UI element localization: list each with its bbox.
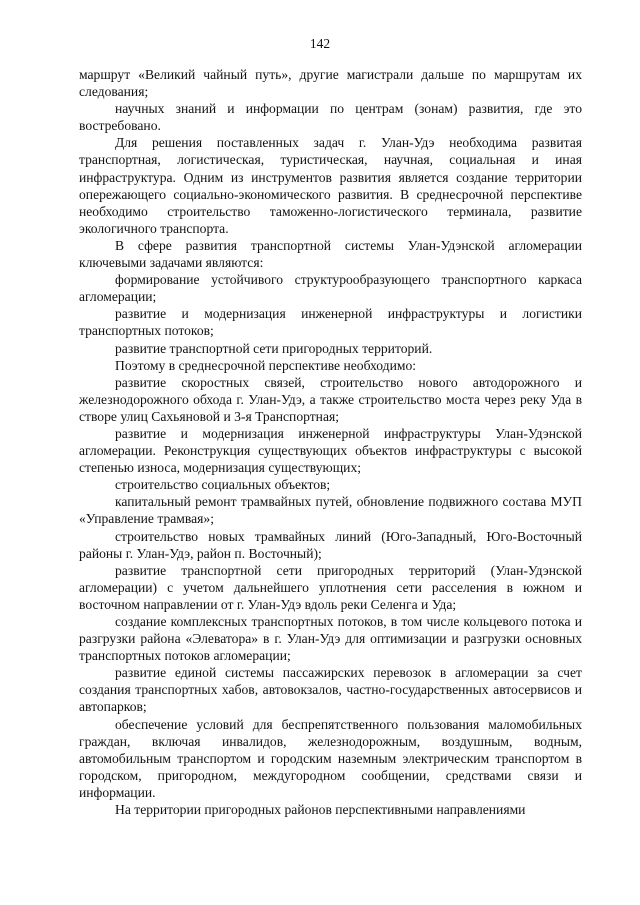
paragraph: создание комплексных транспортных потоков, в том числе кольцевого потока и разгрузки района «Элеватора» в г. Улан-Удэ для оптимизации и разгрузки основных транспортных потоков агломерации; xyxy=(79,614,582,664)
paragraph: маршрут «Великий чайный путь», другие магистрали дальше по маршрутам их следования; xyxy=(79,67,582,100)
paragraph: развитие и модернизация инженерной инфраструктуры Улан-Удэнской агломерации. Реконструкция существующих объектов инфраструктуры с высокой степенью износа, модернизация существующих; xyxy=(79,425,582,476)
paragraph: строительство социальных объектов; xyxy=(115,477,331,493)
paragraph: развитие транспортной сети пригородных территорий. xyxy=(115,340,433,356)
page-number: 142 xyxy=(309,36,331,51)
paragraph: научных знаний и информации по центрам (зонам) развития, где это востребовано. xyxy=(79,101,582,134)
paragraph: Поэтому в среднесрочной перспективе необходимо: xyxy=(115,357,417,373)
paragraph: строительство новых трамвайных линий (Юго-Западный, Юго-Восточный районы г. Улан-Удэ, район п. Восточный); xyxy=(79,528,582,561)
paragraph: развитие единой системы пассажирских перевозок в агломерации за счет создания транспортных хабов, автовокзалов, частно-государственных автосервисов и автопарков; xyxy=(79,665,582,715)
paragraph: обеспечение условий для беспрепятственного пользования маломобильных граждан, включая инвалидов, железнодорожным, воздушным, водным, автомобильным транспортом и городским наземным электрическим транспортом в городском, пригородном, междугородном сообщении, средствами связи и информации. xyxy=(79,716,582,800)
paragraph: В сфере развития транспортной системы Улан-Удэнской агломерации ключевыми задачами являются: xyxy=(79,237,582,271)
paragraph: развитие транспортной сети пригородных территорий (Улан-Удэнской агломерации) с учетом дальнейшего уплотнения сети расселения в южном и восточном направлении от г. Улан-Удэ вдоль реки Селенга и Уда; xyxy=(79,562,582,612)
paragraph: капитальный ремонт трамвайных путей, обновление подвижного состава МУП «Управление трамвая»; xyxy=(79,494,582,527)
paragraph: развитие скоростных связей, строительство нового автодорожного и железнодорожного обхода г. Улан-Удэ, а также строительство моста через реку Уда в створе улиц Сахьяновой и 3-я Транспортная; xyxy=(79,374,582,424)
paragraph: На территории пригородных районов перспективными направлениями xyxy=(115,802,526,818)
document-body xyxy=(79,66,582,818)
paragraph: формирование устойчивого структурообразующего транспортного каркаса агломерации; xyxy=(79,272,582,305)
paragraph: Для решения поставленных задач г. Улан-Удэ необходима развитая транспортная, логистическая, туристическая, научная, социальная и иная инфраструктура. Одним из инструментов развития является создание территории опережающего социально-экономического развития. В среднесрочной перспективе необходимо строительство таможенно-логистического терминала, развитие экологичного транспорта. xyxy=(79,135,582,236)
paragraph: развитие и модернизация инженерной инфраструктуры и логистики транспортных потоков; xyxy=(79,306,582,339)
